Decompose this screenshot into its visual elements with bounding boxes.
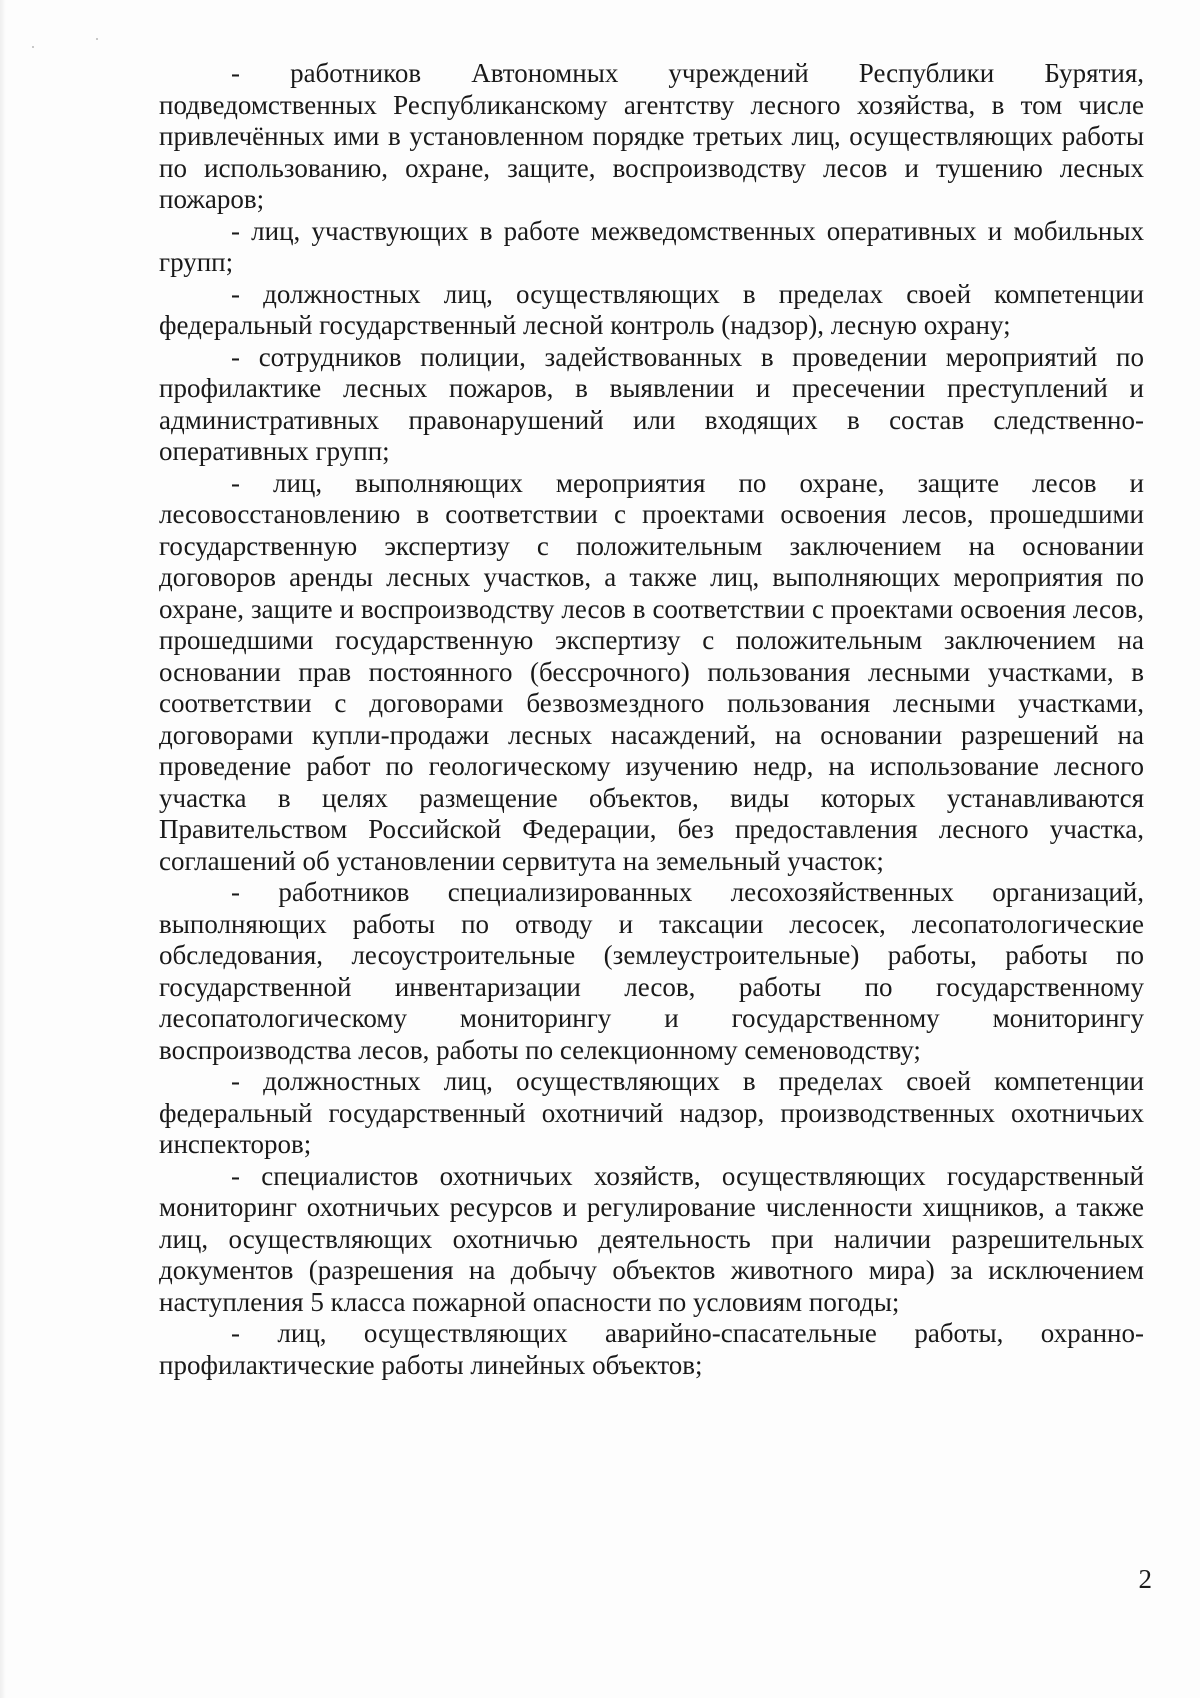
- paragraph-specialized-organizations: - работников специализированных лесохозяйственных организаций, выполняющих работы по отводу и таксации лесосек, лесопатологические обследования, лесоустроительные (землеустроительные) работы, работы по государственной инвентаризации лесов, работы по государственному лесопатологическому мониторингу и государственному мониторингу воспроизводства лесов, работы по селекционному семеноводству;: [159, 877, 1144, 1065]
- scan-edge-shadow: [0, 0, 6, 1698]
- paragraph-forest-protection-persons: - лиц, выполняющих мероприятия по охране, защите лесов и лесовосстановлению в соответствии с проектами освоения лесов, прошедшими государственную экспертизу с положительным заключением на основании договоров аренды лесных участков, а также лиц, выполняющих мероприятия по охране, защите и воспроизводству лесов в соответствии с проектами освоения лесов, прошедшими государственную экспертизу с положительным заключением на основании прав постоянного (бессрочного) пользования лесными участками, в соответствии с договорами безвозмездного пользования лесными участками, договорами купли-продажи лесных насаждений, на основании разрешений на проведение работ по геологическому изучению недр, на использование лесного участка в целях размещение объектов, виды которых устанавливаются Правительством Российской Федерации, без предоставления лесного участка, соглашений об установлении сервитута на земельный участок;: [159, 467, 1144, 876]
- paragraph-forest-control-officials: - должностных лиц, осуществляющих в пределах своей компетенции федеральный государственный лесной контроль (надзор), лесную охрану;: [159, 278, 1144, 340]
- scan-speck: [96, 38, 98, 40]
- paragraph-hunting-supervision-officials: - должностных лиц, осуществляющих в пределах своей компетенции федеральный государственный охотничий надзор, производственных охотничьих инспекторов;: [159, 1066, 1144, 1159]
- scan-speck: [32, 46, 34, 48]
- paragraph-rescue-works: - лиц, осуществляющих аварийно-спасательные работы, охранно-профилактические работы линейных объектов;: [159, 1318, 1144, 1380]
- paragraph-autonomous-institutions-workers: - работников Автономных учреждений Республики Бурятия, подведомственных Республиканскому агентству лесного хозяйства, в том числе привлечённых ими в установленном порядке третьих лиц, осуществляющих работы по использованию, охране, защите, воспроизводству лесов и тушению лесных пожаров;: [159, 58, 1144, 214]
- document-body: [159, 58, 1144, 1381]
- paragraph-hunting-specialists: - специалистов охотничьих хозяйств, осуществляющих государственный мониторинг охотничьих ресурсов и регулирование численности хищников, а также лиц, осуществляющих охотничью деятельность при наличии разрешительных документов (разрешения на добычу объектов животного мира) за исключением наступления 5 класса пожарной опасности по условиям погоды;: [159, 1160, 1144, 1317]
- paragraph-police-officers: - сотрудников полиции, задействованных в проведении мероприятий по профилактике лесных пожаров, в выявлении и пресечении преступлений и административных правонарушений или входящих в состав следственно-оперативных групп;: [159, 341, 1144, 466]
- paragraph-interagency-groups: - лиц, участвующих в работе межведомственных оперативных и мобильных групп;: [159, 215, 1144, 277]
- page-number: 2: [1138, 1564, 1152, 1594]
